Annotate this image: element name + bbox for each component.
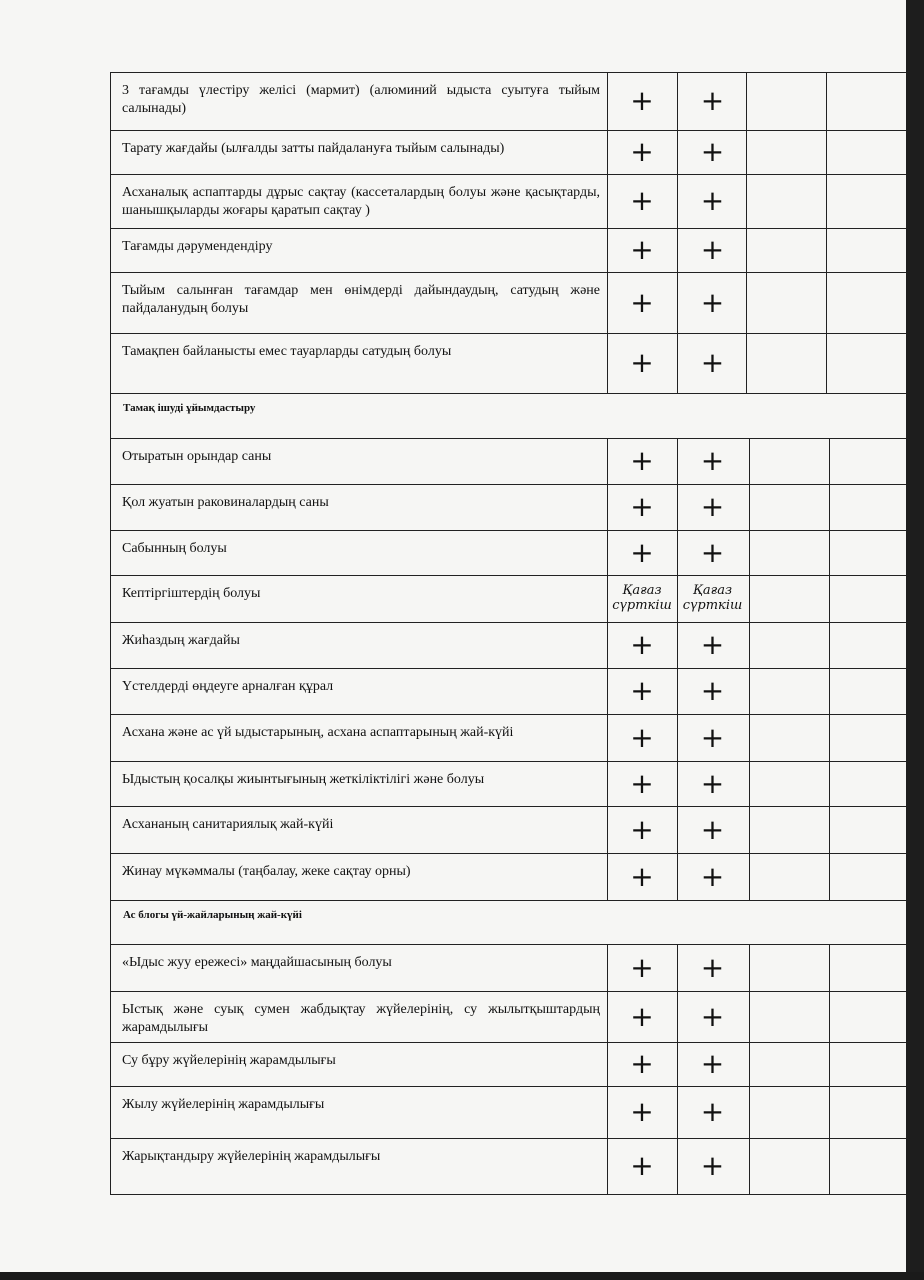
table-row [110,575,908,622]
table-rule [749,1086,750,1138]
criterion-text: Кептіргіштердің болуы [122,586,261,601]
criterion-text: Отыратын орындар саны [122,449,272,464]
check-mark: + [630,628,654,661]
table-rule [607,668,608,714]
table-rule [677,622,678,668]
table-rule [110,944,906,945]
table-rule [110,272,906,273]
table-row [110,530,908,575]
table-rule [829,1086,830,1138]
table-rule [110,484,111,530]
check-mark: + [630,535,654,569]
check-mark: + [630,766,654,800]
table-rule [677,668,678,714]
table-rule [749,484,750,530]
table-rule [110,806,111,853]
table-row [110,1042,908,1086]
table-rule [607,530,608,575]
table-rule [110,530,906,531]
table-rule [607,991,608,1042]
check-mark: + [700,628,725,661]
table-rule [677,130,678,174]
table-rule [677,72,678,130]
table-rule [607,944,608,991]
table-rule [110,333,906,334]
table-row [110,991,908,1042]
handwritten-note: Қағаз сүрткіш [612,582,672,613]
table-rule [826,130,827,174]
table-rule [110,991,906,992]
table-rule [607,714,608,761]
criterion-text: Жылу жүйелерінің жарамдылығы [122,1097,325,1112]
check-mark: + [630,233,654,266]
check-mark: + [630,674,654,707]
table-rule [607,761,608,806]
table-row [110,72,908,130]
table-rule [826,174,827,228]
table-rule [607,333,608,393]
table-rule [749,714,750,761]
table-row [110,438,908,484]
check-mark: + [630,950,654,984]
criterion-text: Үстелдерді өңдеуге арналған құрал [122,679,334,694]
table-rule [746,333,747,393]
table-rule [110,228,111,272]
table-row [110,228,908,272]
table-rule [677,438,678,484]
table-row [110,806,908,853]
table-rule [677,484,678,530]
table-rule [749,991,750,1042]
table-row [110,174,908,228]
check-mark: + [630,1095,654,1128]
criterion-text: Ыстық және суық сумен жабдықтау жүйелерінің, су жылытқыштардың жарамдылығы [122,1002,600,1035]
table-rule [110,333,111,393]
check-mark: + [700,444,725,477]
table-rule [607,130,608,174]
check-mark: + [630,859,654,893]
table-rule [607,1138,608,1194]
page-shadow [906,0,924,1280]
check-mark: + [700,535,725,569]
check-mark: + [700,1149,725,1182]
table-rule [829,575,830,622]
criterion-text: Қол жуатын раковиналардың саны [122,495,329,510]
table-rule [749,622,750,668]
criterion-text: Тарату жағдайы (ылғалды затты пайдалануға тыйым салынады) [122,141,505,156]
table-rule [829,853,830,900]
table-rule [607,272,608,333]
check-mark: + [700,766,725,800]
check-mark: + [630,135,654,168]
criterion-text: Тамақпен байланысты емес тауарларды сатудың болуы [122,344,452,359]
table-rule [826,272,827,333]
table-rule [110,130,111,174]
table-rule [110,393,906,394]
table-row [110,130,908,174]
table-rule [677,714,678,761]
table-row [110,853,908,900]
check-mark: + [700,950,725,984]
table-rule [110,1194,906,1195]
table-rule [110,72,111,130]
table-rule [746,228,747,272]
check-mark: + [700,859,725,893]
check-mark: + [700,999,725,1033]
table-rule [110,1042,111,1086]
table-rule [749,530,750,575]
table-rule [677,761,678,806]
check-mark: + [630,490,654,523]
criterion-text: Ыдыстың қосалқы жиынтығының жеткіліктілігі және болуы [122,772,485,787]
table-rule [829,484,830,530]
table-rule [110,622,906,623]
check-mark: + [700,1047,725,1080]
section-header: Ас блогы үй-жайларының жай-күйі [110,900,908,944]
table-rule [677,530,678,575]
table-rule [607,806,608,853]
check-mark: + [700,720,725,754]
table-rule [749,944,750,991]
table-rule [829,761,830,806]
criterion-text: Сабынның болуы [122,541,227,556]
table-rule [110,1138,111,1194]
table-rule [746,130,747,174]
table-rule [110,575,111,622]
check-mark: + [630,999,654,1033]
table-rule [607,174,608,228]
table-rule [110,622,111,668]
table-row [110,1086,908,1138]
page-bottom-edge [0,1272,924,1280]
table-rule [110,668,906,669]
table-rule [677,853,678,900]
check-mark: + [700,346,725,379]
criterion-text: «Ыдыс жуу ережесі» маңдайшасының болуы [122,955,392,970]
table-rule [110,272,111,333]
table-rule [826,228,827,272]
table-rule [826,333,827,393]
table-rule [677,1086,678,1138]
table-rule [110,438,111,484]
table-rule [829,714,830,761]
table-rule [677,806,678,853]
table-rule [749,853,750,900]
table-rule [110,438,906,439]
check-mark: + [700,184,725,217]
check-mark: + [700,674,725,707]
table-rule [746,72,747,130]
table-rule [110,1086,111,1138]
table-rule [110,72,906,73]
table-row [110,622,908,668]
table-rule [749,575,750,622]
check-mark: + [630,1047,654,1080]
table-rule [110,1138,906,1139]
table-rule [110,228,906,229]
table-rule [110,393,111,438]
table-rule [110,174,906,175]
check-mark: + [700,812,725,846]
table-rule [826,72,827,130]
table-row [110,944,908,991]
table-rule [110,806,906,807]
table-rule [110,853,906,854]
check-mark: + [630,444,654,477]
check-mark: + [700,285,725,319]
table-rule [110,668,111,714]
table-rule [749,438,750,484]
table-row [110,714,908,761]
table-rule [607,438,608,484]
table-rule [110,900,906,901]
table-rule [110,174,111,228]
criterion-text: 3 тағамды үлестіру желісі (мармит) (алюминий ыдыста суытуға тыйым салынады) [122,83,600,116]
table-rule [829,438,830,484]
table-rule [829,944,830,991]
table-rule [607,622,608,668]
check-mark: + [700,84,725,117]
table-rule [746,272,747,333]
criterion-text: Асханалық аспаптарды дұрыс сақтау (кассеталардың болуы және қасықтарды, шанышқыларды жоғары қаратып сақтау ) [122,185,600,218]
check-mark: + [630,84,654,117]
table-rule [677,174,678,228]
table-rule [607,228,608,272]
table-row [110,1138,908,1194]
table-row [110,333,908,393]
table-rule [749,668,750,714]
table-rule [110,761,111,806]
handwritten-note: Қағаз сүрткіш [682,582,743,613]
table-row [110,668,908,714]
table-rule [829,991,830,1042]
table-rule [110,761,906,762]
table-rule [749,1042,750,1086]
table-rule [677,944,678,991]
table-rule [829,530,830,575]
table-rule [110,944,111,991]
table-rule [110,900,111,944]
criterion-text: Тыйым салынған тағамдар мен өнімдерді дайындаудың, сатудың және пайдаланудың болуы [122,283,600,316]
table-rule [749,1138,750,1194]
table-rule [677,228,678,272]
table-rule [607,1042,608,1086]
table-rule [110,853,111,900]
table-rule [110,991,111,1042]
check-mark: + [630,1149,654,1182]
check-mark: + [630,812,654,846]
table-rule [677,991,678,1042]
check-mark: + [700,490,725,523]
criterion-text: Жарықтандыру жүйелерінің жарамдылығы [122,1149,381,1164]
criterion-text: Асхана және ас үй ыдыстарының, асхана аспаптарының жай-күйі [122,725,514,740]
table-rule [607,72,608,130]
table-rule [110,1042,906,1043]
table-row [110,761,908,806]
check-mark: + [630,720,654,754]
table-rule [829,1042,830,1086]
table-rule [677,333,678,393]
table-rule [607,1086,608,1138]
table-rule [607,484,608,530]
table-row [110,484,908,530]
check-mark: + [630,346,654,379]
table-rule [110,714,906,715]
table-rule [110,575,906,576]
criterion-text: Тағамды дәрумендендіру [122,239,273,254]
table-rule [749,806,750,853]
criterion-text: Асхананың санитариялық жай-күйі [122,817,334,832]
table-rule [677,1138,678,1194]
table-rule [677,272,678,333]
check-mark: + [700,1095,725,1128]
table-rule [110,130,906,131]
criterion-text: Жиһаздың жағдайы [122,633,240,648]
table-rule [746,174,747,228]
criterion-text: Су бұру жүйелерінің жарамдылығы [122,1053,336,1068]
table-rule [110,714,111,761]
check-mark: + [630,285,654,319]
table-rule [110,484,906,485]
check-mark: + [630,184,654,217]
table-rule [829,806,830,853]
table-rule [749,761,750,806]
table-rule [829,622,830,668]
table-rule [110,1086,906,1087]
table-rule [677,1042,678,1086]
table-rule [829,668,830,714]
table-rule [829,1138,830,1194]
table-rule [607,853,608,900]
table-row [110,272,908,333]
table-rule [110,530,111,575]
criterion-text: Жинау мүкәммалы (таңбалау, жеке сақтау орны) [122,864,411,879]
section-header: Тамақ ішуді ұйымдастыру [110,393,908,438]
check-mark: + [700,233,725,266]
check-mark: + [700,135,725,168]
